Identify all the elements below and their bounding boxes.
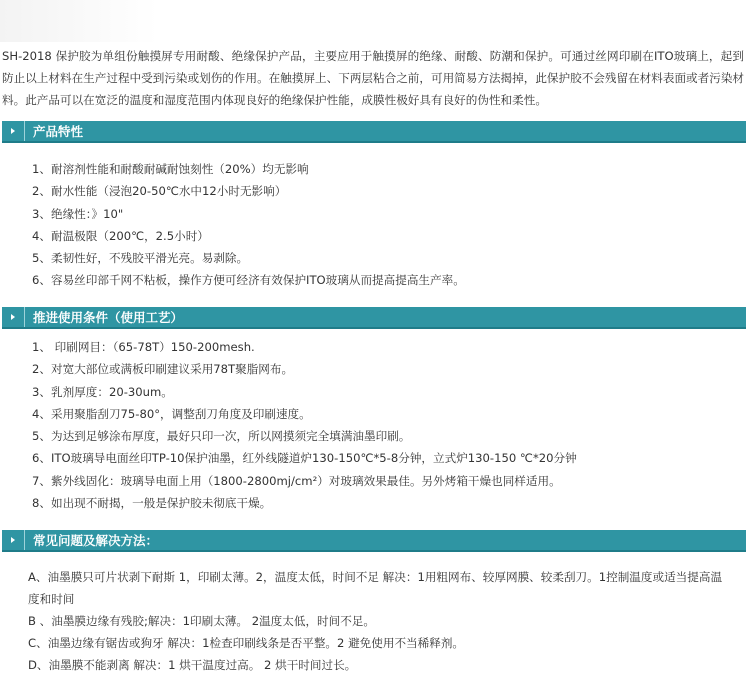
list-item: 2、对宽大部位或满板印刷建议采用78T聚脂网布。 xyxy=(32,362,294,377)
triangle-right-icon xyxy=(2,121,25,141)
section-header-features xyxy=(2,121,746,143)
list-item: A、油墨膜只可片状剥下耐斯 1，印刷太薄。2，温度太低，时间不足 解决：1用粗网布、较厚网膜、较柔刮刀。1控制温度或适当提高温度和时间 xyxy=(28,570,723,606)
list-item: 4、采用聚脂刮刀75-80°，调整刮刀角度及印刷速度。 xyxy=(32,406,311,421)
header-fade-decoration xyxy=(0,0,158,42)
list-item: 5、为达到足够涂布厚度，最好只印一次，所以网摸须完全填满油墨印刷。 xyxy=(32,429,411,444)
section-title: 常见问题及解决方法： xyxy=(33,533,159,548)
list-item: B 、油墨膜边缘有残胶;解决：1印刷太薄。 2温度太低，时间不足。 xyxy=(28,614,376,628)
section-title: 推进使用条件（使用工艺） xyxy=(33,310,184,325)
list-item: 6、ITO玻璃导电面丝印TP-10保护油墨，红外线隧道炉130-150℃*5-8分钟，立式炉130-150 ℃*20分钟 xyxy=(32,451,577,466)
usage-list xyxy=(32,336,577,514)
list-item: 5、柔韧性好，不残胶平滑光亮。易剥除。 xyxy=(32,251,249,266)
list-item: 7、紫外线固化：玻璃导电面上用（1800-2800mj/cm²）对玻璃效果最佳。另外烤箱干燥也同样适用。 xyxy=(32,473,561,488)
list-item: C、油墨边缘有锯齿或狗牙 解决：1检查印刷线条是否平整。2 避免使用不当稀释剂。 xyxy=(28,636,465,650)
list-item: 1、耐溶剂性能和耐酸耐碱耐蚀刻性（20%）均无影响 xyxy=(32,162,309,176)
list-item: 4、耐温极限（200℃，2.5小时） xyxy=(32,228,209,243)
section-header-usage xyxy=(2,307,746,329)
list-item: 8、如出现不耐揭，一般是保护胶未彻底干燥。 xyxy=(32,496,272,511)
list-item: 1、 印刷网目：（65-78T）150-200mesh. xyxy=(32,340,255,354)
list-item: 3、乳剂厚度：20-30um。 xyxy=(32,384,173,399)
list-item: 6、容易丝印部千网不粘板，操作方便可经济有效保护ITO玻璃从而提高提高生产率。 xyxy=(32,273,465,288)
triangle-right-icon xyxy=(2,530,25,550)
list-item: 2、耐水性能（浸泡20-50℃水中12小时无影响） xyxy=(32,184,287,199)
list-item: D、油墨膜不能剥离 解决：1 烘干温度过高。 2 烘干时间过长。 xyxy=(28,658,357,672)
list-item: 3、绝缘性：》10" xyxy=(32,206,124,221)
section-header-faq xyxy=(2,530,746,552)
section-title: 产品特性 xyxy=(33,124,84,139)
features-list xyxy=(32,158,465,292)
intro-paragraph: SH-2018 保护胶为单组份触摸屏专用耐酸、绝缘保护产品，主要应用于触摸屏的绝缘、耐酸、防潮和保护。可通过丝网印刷在ITO玻璃上，起到防止以上材料在生产过程中受到污染或划伤的作用。在触摸屏上、下两层粘合之前，可用简易方法揭掉，此保护胶不会残留在材料表面或者污染材料。此产品可以在宽泛的温度和湿度范围内体现良好的绝缘保护性能，成膜性极好具有良好的伪性和柔性。 xyxy=(2,49,745,107)
triangle-right-icon xyxy=(2,307,25,327)
faq-list xyxy=(28,566,728,676)
